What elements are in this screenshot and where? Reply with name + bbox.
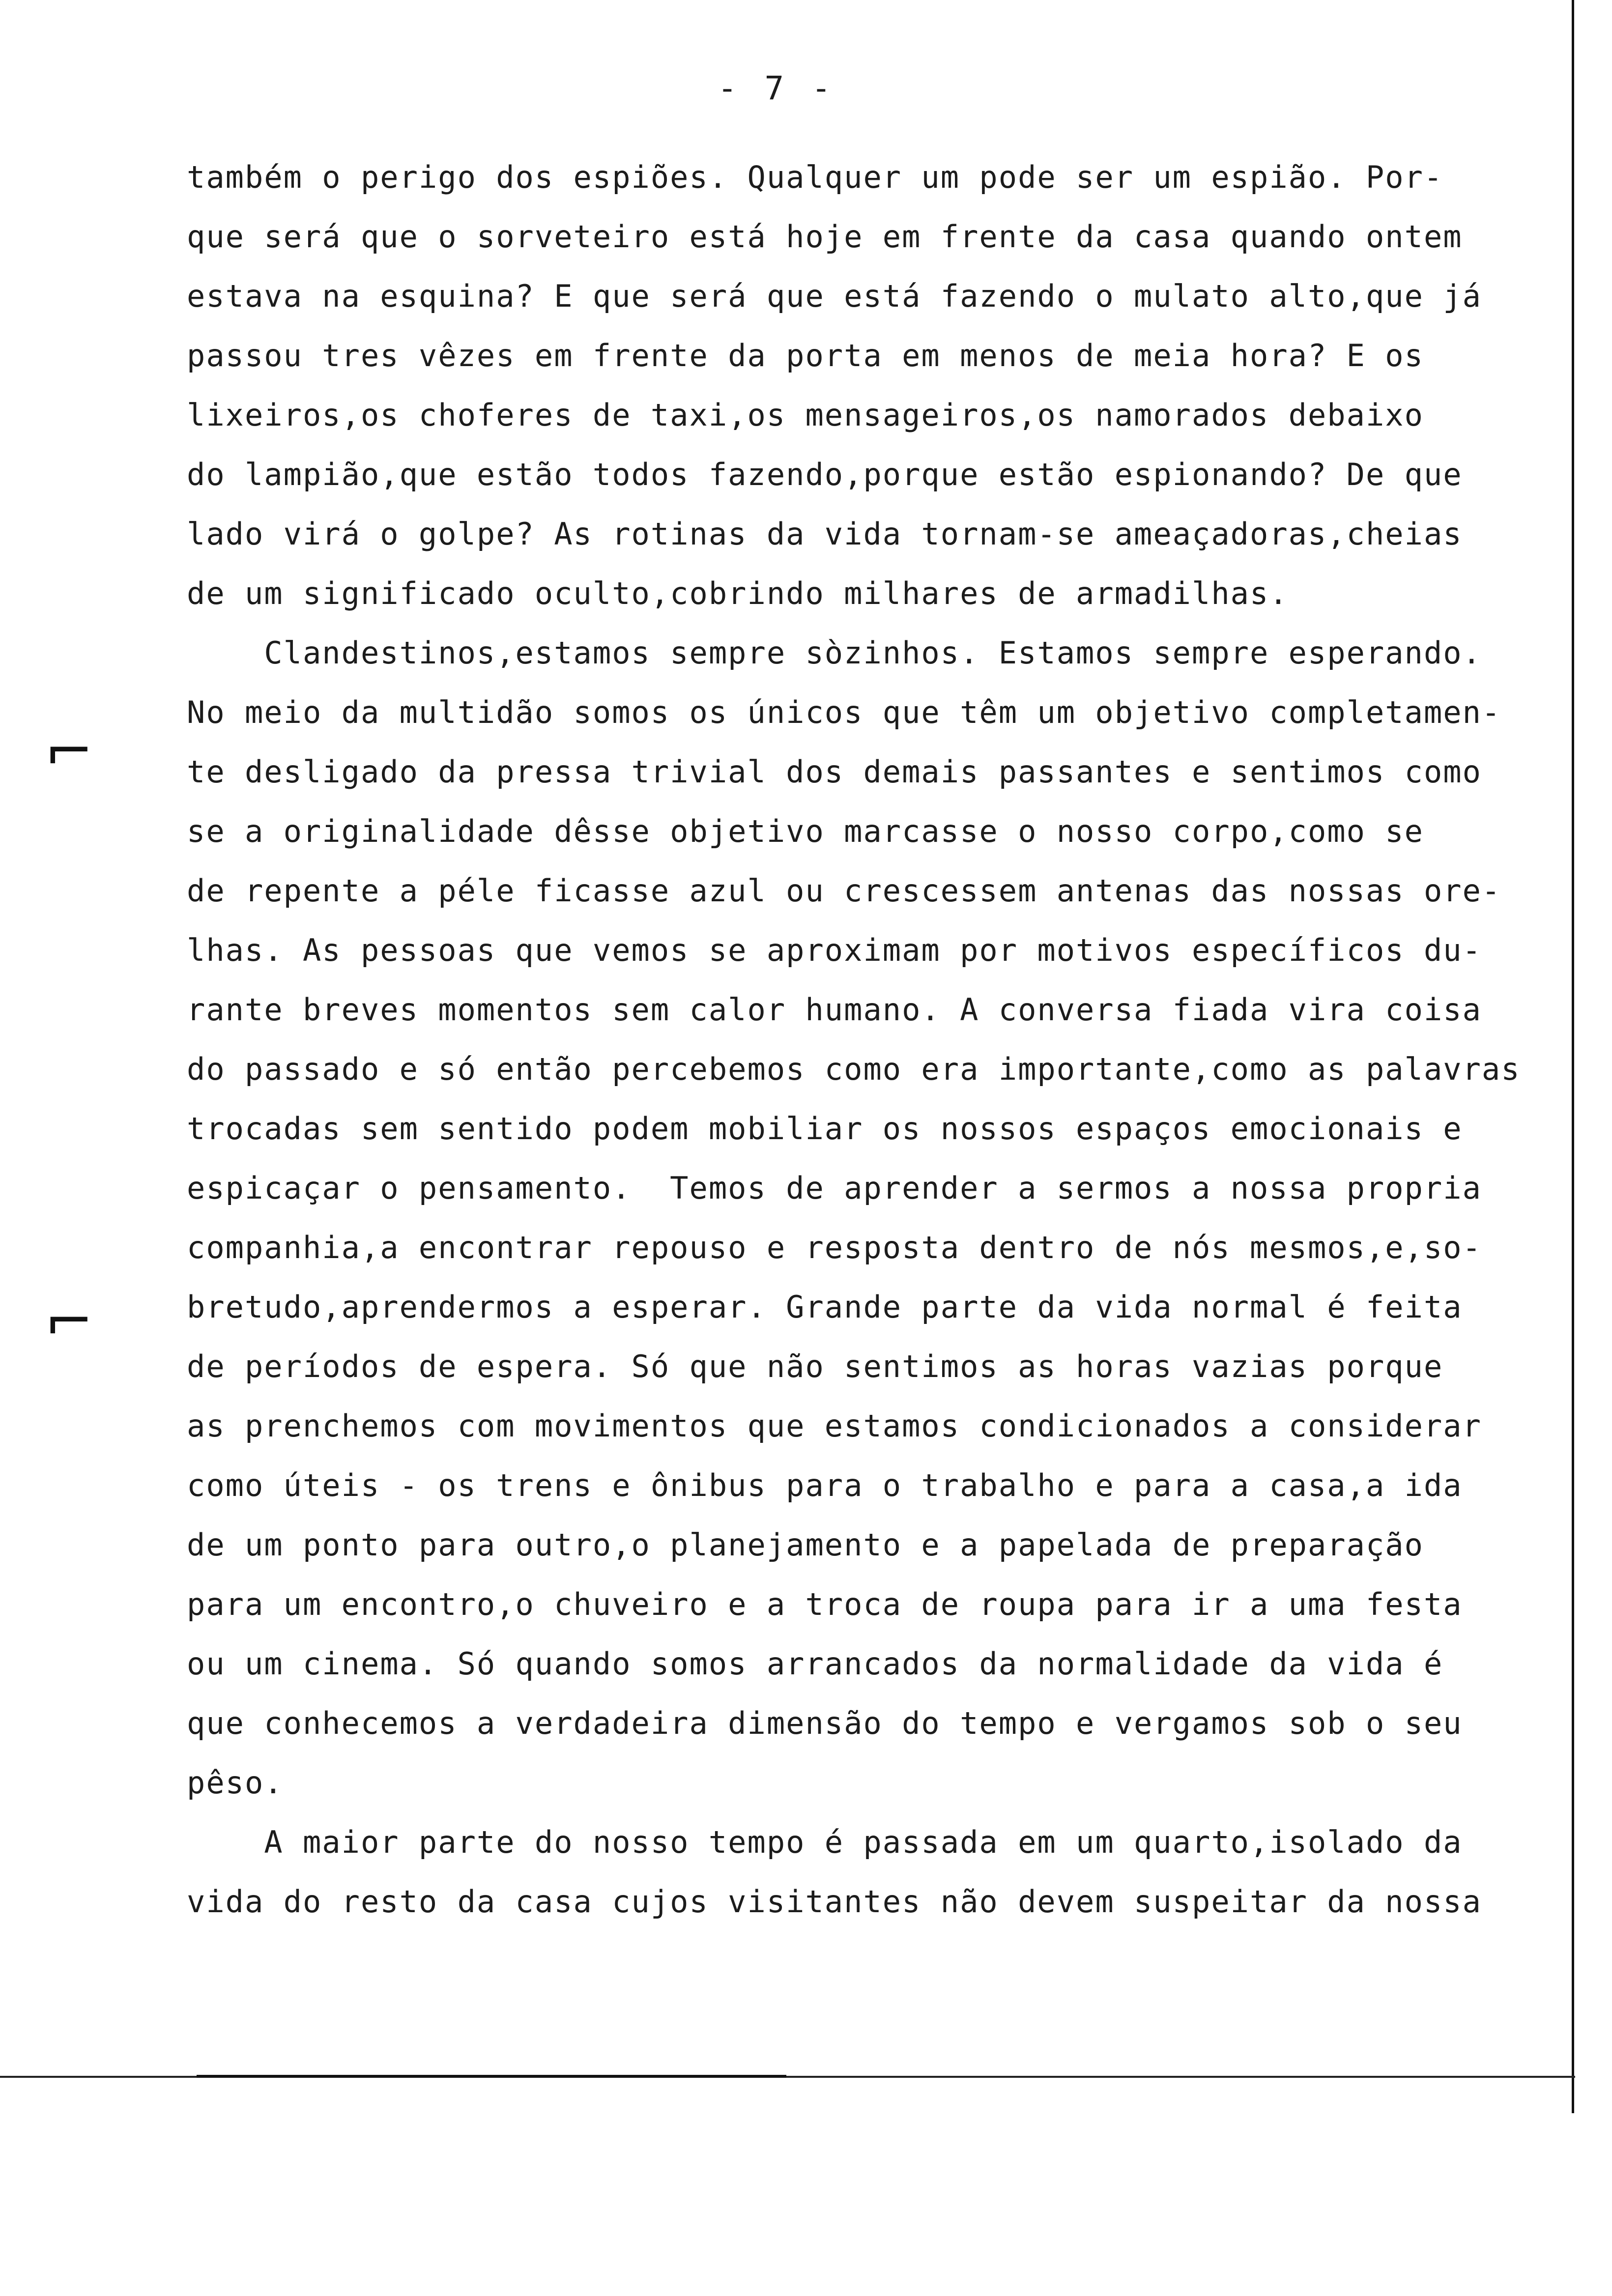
text-line: de repente a péle ficasse azul ou crescessem antenas das nossas ore- [187, 873, 1501, 909]
text-line: para um encontro,o chuveiro e a troca de roupa para ir a uma festa [187, 1586, 1463, 1622]
text-line: Clandestinos,estamos sempre sòzinhos. Estamos sempre esperando. [187, 635, 1482, 671]
margin-mark: ⌐ [44, 718, 94, 786]
text-line: do passado e só então percebemos como era importante,como as palavras [187, 1051, 1521, 1087]
text-line: as prenchemos com movimentos que estamos condicionados a considerar [187, 1408, 1482, 1444]
text-line: de um ponto para outro,o planejamento e a papelada de preparação [187, 1527, 1424, 1563]
body-text [187, 147, 1563, 1931]
text-line: que conhecemos a verdadeira dimensão do tempo e vergamos sob o seu [187, 1705, 1463, 1741]
text-line: lhas. As pessoas que vemos se aproximam por motivos específicos du- [187, 932, 1482, 968]
text-line: espicaçar o pensamento. Temos de aprender a sermos a nossa propria [187, 1170, 1482, 1206]
text-line: estava na esquina? E que será que está fazendo o mulato alto,que já [187, 278, 1482, 314]
text-line: No meio da multidão somos os únicos que têm um objetivo completamen- [187, 694, 1501, 730]
text-line: de períodos de espera. Só que não sentimos as horas vazias porque [187, 1349, 1443, 1384]
page-number: - 7 - [718, 69, 835, 107]
text-line: rante breves momentos sem calor humano. A conversa fiada vira coisa [187, 992, 1482, 1028]
text-line: lado virá o golpe? As rotinas da vida tornam-se ameaçadoras,cheias [187, 516, 1463, 552]
text-line: bretudo,aprendermos a esperar. Grande parte da vida normal é feita [187, 1289, 1463, 1325]
text-line: que será que o sorveteiro está hoje em frente da casa quando ontem [187, 219, 1463, 255]
text-line: do lampião,que estão todos fazendo,porque estão espionando? De que [187, 457, 1463, 492]
text-line: A maior parte do nosso tempo é passada em um quarto,isolado da [187, 1824, 1463, 1860]
text-line: ou um cinema. Só quando somos arrancados da normalidade da vida é [187, 1646, 1443, 1682]
text-line: vida do resto da casa cujos visitantes não devem suspeitar da nossa [187, 1884, 1482, 1920]
text-line: trocadas sem sentido podem mobiliar os nossos espaços emocionais e [187, 1111, 1463, 1147]
text-line: de um significado oculto,cobrindo milhares de armadilhas. [187, 575, 1289, 611]
text-line: lixeiros,os choferes de taxi,os mensageiros,os namorados debaixo [187, 397, 1424, 433]
text-line: passou tres vêzes em frente da porta em menos de meia hora? E os [187, 338, 1424, 373]
text-line: como úteis - os trens e ônibus para o trabalho e para a casa,a ida [187, 1467, 1463, 1503]
text-line: pêso. [187, 1765, 284, 1801]
text-line: companhia,a encontrar repouso e resposta dentro de nós mesmos,e,so- [187, 1230, 1482, 1265]
bottom-edge-rule-thick [197, 2075, 786, 2078]
margin-mark: ⌐ [44, 1288, 94, 1356]
text-line: se a originalidade dêsse objetivo marcasse o nosso corpo,como se [187, 813, 1424, 849]
text-line: te desligado da pressa trivial dos demais passantes e sentimos como [187, 754, 1482, 790]
right-edge-rule [1572, 0, 1574, 2113]
text-line: também o perigo dos espiões. Qualquer um pode ser um espião. Por- [187, 159, 1443, 195]
